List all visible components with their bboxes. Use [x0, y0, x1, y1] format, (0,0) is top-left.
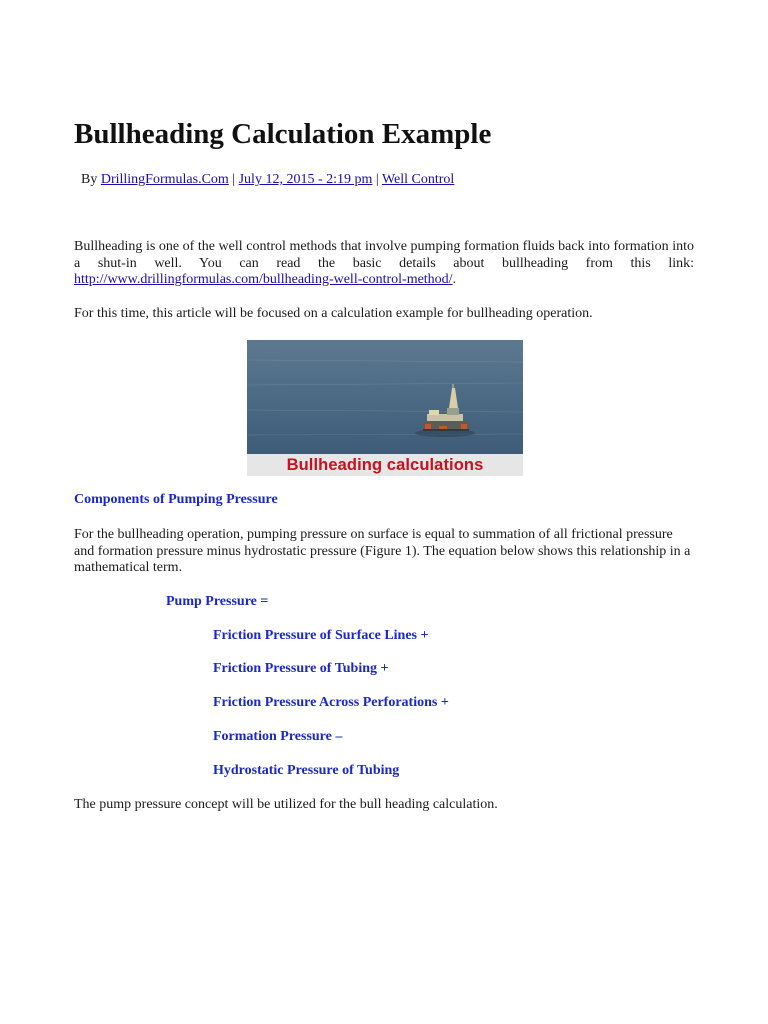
equation-term: Friction Pressure Across Perforations +	[213, 695, 449, 710]
hero-image	[247, 340, 523, 476]
image-caption: Bullheading calculations	[247, 454, 523, 476]
bullheading-link[interactable]: http://www.drillingformulas.com/bullheading-well-control-method/	[74, 272, 453, 287]
section-heading: Components of Pumping Pressure	[74, 492, 278, 507]
equation-term: Friction Pressure of Tubing +	[213, 661, 389, 676]
date-link[interactable]: July 12, 2015 - 2:19 pm	[238, 172, 373, 187]
equation-term: Friction Pressure of Surface Lines +	[213, 628, 429, 643]
equation-term: Formation Pressure –	[213, 729, 343, 744]
focus-paragraph: For this time, this article will be focused on a calculation example for bullheading operation.	[74, 306, 593, 321]
closing-paragraph: The pump pressure concept will be utilized for the bull heading calculation.	[74, 797, 498, 812]
byline-separator: |	[228, 172, 239, 187]
page-title: Bullheading Calculation Example	[74, 118, 492, 150]
equation-lhs: Pump Pressure =	[166, 594, 269, 609]
intro-text: Bullheading is one of the well control methods that involve pumping formation fluids back into formation into a shut-in well. You can read the basic details about bullheading from this link:	[74, 239, 694, 271]
intro-paragraph	[74, 239, 694, 289]
byline-separator: |	[372, 172, 382, 187]
intro-end: .	[452, 272, 457, 287]
byline-by: By	[81, 172, 98, 187]
author-link[interactable]: DrillingFormulas.Com	[100, 172, 229, 187]
byline	[81, 172, 454, 188]
body-paragraph: For the bullheading operation, pumping pressure on surface is equal to summation of all frictional pressure and formation pressure minus hydrostatic pressure (Figure 1). The equation below shows this relationship in a mathematical term.	[74, 527, 691, 575]
category-link[interactable]: Well Control	[381, 172, 455, 187]
equation-term: Hydrostatic Pressure of Tubing	[213, 763, 400, 778]
